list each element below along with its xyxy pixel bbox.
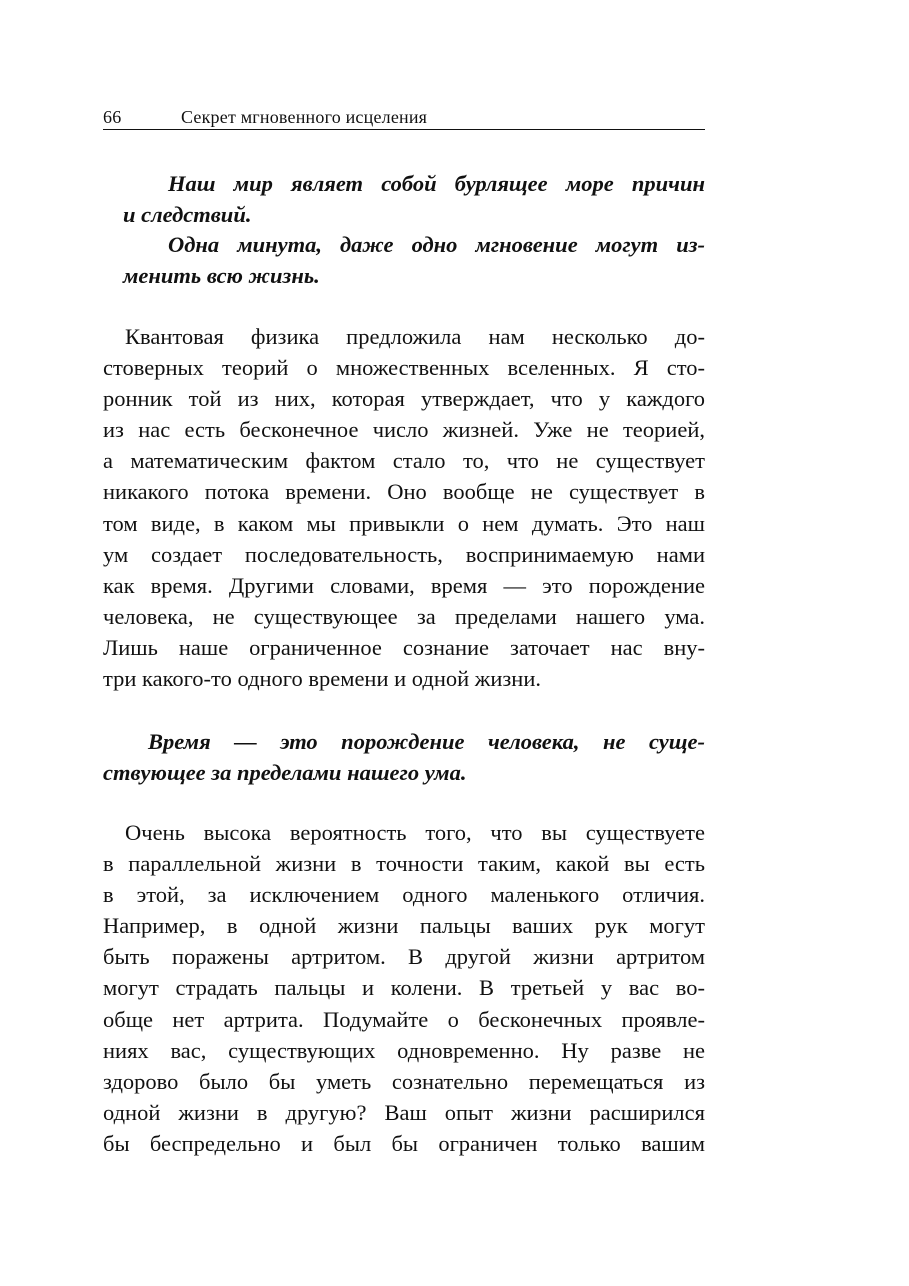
text-line: ронник той из них, которая утверждает, что у каждого bbox=[103, 386, 705, 412]
callout-line: Время — это порождение человека, не суще- bbox=[148, 729, 705, 754]
book-title: Секрет мгновенного исцеления bbox=[181, 107, 428, 127]
body-paragraph bbox=[103, 817, 705, 1159]
text-line: а математическим фактом стало то, что не существует bbox=[103, 448, 705, 474]
text-line: быть поражены артритом. В другой жизни артритом bbox=[103, 944, 705, 970]
page-number: 66 bbox=[103, 107, 122, 127]
text-line: одной жизни в другую? Ваш опыт жизни расширился bbox=[103, 1099, 705, 1125]
text-line: здорово было бы уметь сознательно перемещаться из bbox=[103, 1068, 705, 1094]
callout-line: ствующее за пределами нашего ума. bbox=[103, 760, 467, 785]
text-line: ниях вас, существующих одновременно. Ну разве не bbox=[103, 1037, 705, 1063]
text-line: Лишь наше ограниченное сознание заточает нас вну- bbox=[103, 634, 705, 660]
text-line: человека, не существующее за пределами нашего ума. bbox=[103, 603, 705, 629]
text-line: могут страдать пальцы и колени. В третьей у вас во- bbox=[103, 975, 705, 1001]
callout-line: и следствий. bbox=[123, 202, 252, 227]
text-line: Очень высока вероятность того, что вы существуете bbox=[125, 820, 705, 845]
callout-quote bbox=[123, 229, 705, 291]
callout-quote bbox=[123, 168, 705, 230]
text-line: ум создает последовательность, воспринимаемую нами bbox=[103, 541, 705, 567]
text-line: из нас есть бесконечное число жизней. Уже не теорией, bbox=[103, 417, 705, 443]
callout-line: Одна минута, даже одно мгновение могут из- bbox=[168, 232, 705, 257]
book-page bbox=[103, 0, 705, 1286]
text-line: Квантовая физика предложила нам несколько до- bbox=[125, 324, 705, 349]
text-line: стоверных теорий о множественных вселенных. Я сто- bbox=[103, 355, 705, 381]
text-line: три какого-то одного времени и одной жизни. bbox=[103, 666, 541, 692]
text-line: бы беспредельно и был бы ограничен только вашим bbox=[103, 1130, 705, 1156]
text-line: никакого потока времени. Оно вообще не существует в bbox=[103, 479, 705, 505]
callout-quote bbox=[103, 726, 705, 788]
text-line: Например, в одной жизни пальцы ваших рук могут bbox=[103, 913, 705, 939]
text-line: в параллельной жизни в точности таким, какой вы есть bbox=[103, 851, 705, 877]
text-line: как время. Другими словами, время — это порождение bbox=[103, 572, 705, 598]
text-line: обще нет артрита. Подумайте о бесконечных проявле- bbox=[103, 1006, 705, 1032]
text-line: в этой, за исключением одного маленького отличия. bbox=[103, 882, 705, 908]
callout-line: Наш мир являет собой бурлящее море причин bbox=[168, 171, 705, 196]
body-paragraph bbox=[103, 321, 705, 694]
text-line: том виде, в каком мы привыкли о нем думать. Это наш bbox=[103, 510, 705, 536]
running-header bbox=[103, 103, 705, 130]
callout-line: менить всю жизнь. bbox=[123, 263, 320, 288]
